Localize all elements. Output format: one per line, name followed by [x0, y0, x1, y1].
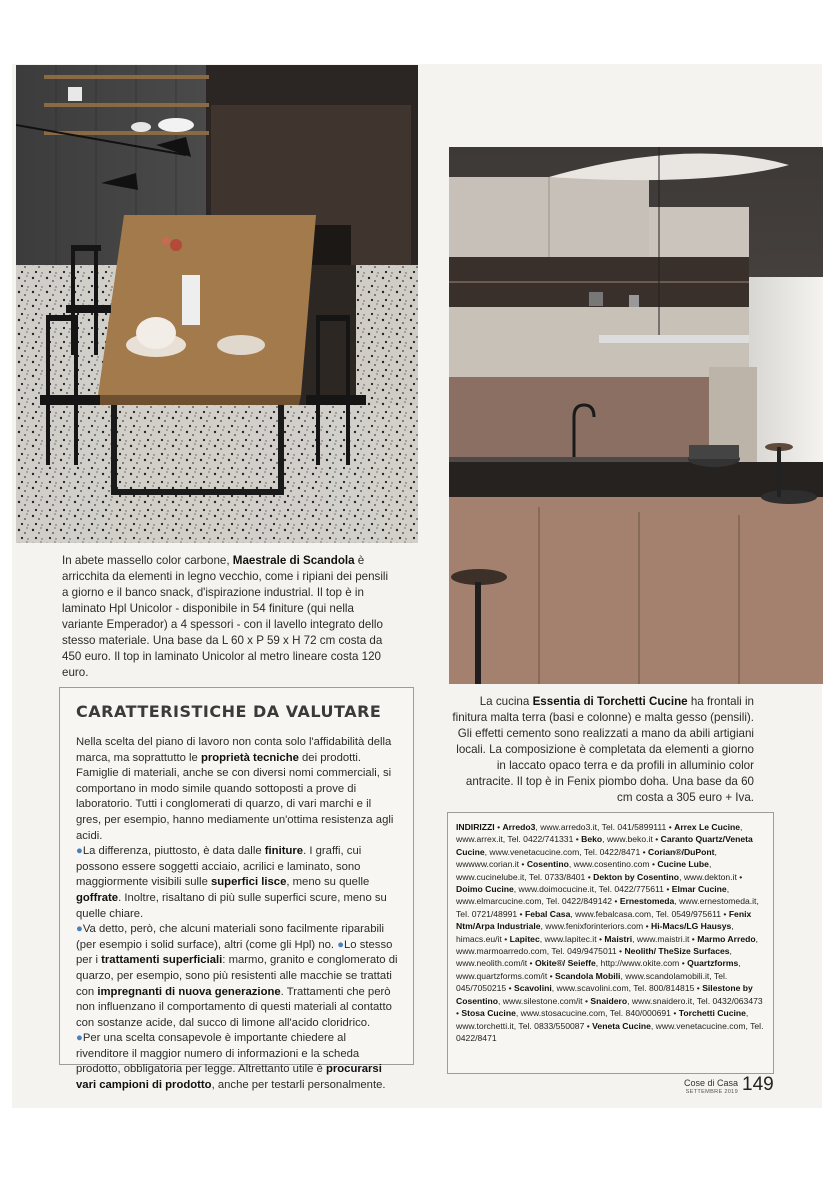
address-info: , himacs.eu/it [456, 921, 734, 944]
body-text: La differenza, piuttosto, è data dalle [82, 845, 265, 858]
address-info: , www.snaidero.it, Tel. 0432/063473 [627, 995, 763, 1006]
body-text: Va detto, però, che alcuni materiali sono facilmente riparabili (per esempio i solid surface), altri (come gli Hpl) no. [76, 923, 385, 951]
address-separator: • [649, 859, 658, 870]
address-name: Stosa Cucine [461, 1008, 516, 1019]
body-bold: superfici lisce [211, 876, 287, 889]
address-info: , www.cucinelube.it, Tel. 0733/8401 [456, 859, 712, 882]
address-name: Veneta Cucine [592, 1020, 651, 1031]
body-text: : marmo, granito e conglomerato di quarzo, per esempio, sono più resistenti alle macchie se trattati con [76, 954, 398, 998]
address-separator: • [506, 983, 514, 994]
caption-text: In abete massello color carbone, [62, 554, 233, 567]
address-info: , www.marmoarredo.com, Tel. 049/9475011 [456, 933, 758, 957]
address-info: , www.ernestomeda.it, Tel. 0721/48991 [456, 896, 759, 919]
address-name: Maistri [604, 933, 633, 944]
address-separator: • [585, 871, 594, 882]
addresses-box [447, 812, 774, 1074]
feature-box-body [76, 735, 399, 1094]
body-text: Nella scelta del piano di lavoro non conta solo l'affidabilità della marca, ma soprattutto le [76, 736, 392, 764]
address-info: , www.doimocucine.it, Tel. 0422/775611 [513, 884, 664, 895]
kitchen-photo-maestrale [16, 65, 418, 543]
address-separator: • [689, 933, 698, 944]
address-info: , www.scandolamobili.it, Tel. 045/7050215 [456, 970, 728, 994]
feature-box-title: CARATTERISTICHE DA VALUTARE [76, 702, 382, 721]
body-text: , meno su quelle [286, 876, 370, 889]
address-name: Febal Casa [524, 908, 571, 919]
address-separator: • [652, 834, 661, 845]
address-separator: • [517, 908, 525, 919]
address-name: Neolith/ TheSize Surfaces [624, 946, 730, 957]
address-info: , www.fenixforinteriors.com [540, 921, 644, 932]
address-separator: • [679, 958, 688, 969]
address-separator: • [527, 958, 535, 969]
address-name: Fenix Ntm/Arpa Industriale [456, 908, 752, 932]
address-separator: • [643, 921, 652, 932]
address-info: , www.venetacucine.com, Tel. 0422/8471 [456, 1020, 764, 1043]
address-info: , www.quartzforms.com/it [456, 958, 741, 981]
address-name: Silestone by Cosentino [456, 983, 753, 1006]
kitchen-photo-essentia [449, 147, 823, 684]
body-bold: trattamenti superficiali [101, 954, 223, 967]
caption-brand: Maestrale di Scandola [232, 554, 355, 567]
bullet-icon: ● [76, 845, 83, 858]
address-separator: • [663, 884, 672, 895]
address-info: , www.maistri.it [632, 933, 690, 944]
body-text: . I graffi, cui possono essere soggetti acciaio, acrilici e laminato, sono maggiormente visibili sulle [76, 845, 362, 889]
address-info: , www.venetacucine.com, Tel. 0422/8471 [484, 846, 641, 857]
feature-box [59, 687, 414, 1092]
address-name: Arrex Le Cucine [674, 822, 741, 832]
address-info: , www.silestone.com/it [498, 995, 583, 1006]
address-separator: • [582, 995, 591, 1006]
address-separator: • [456, 1008, 462, 1019]
address-separator: • [497, 822, 503, 832]
address-name: Lapitec [509, 933, 540, 944]
address-info: , www.elmarcucine.com, Tel. 0422/849142 [456, 884, 730, 907]
addresses-label: INDIRIZZI [456, 822, 495, 832]
address-name: Beko [581, 834, 603, 845]
address-separator: • [519, 859, 527, 870]
body-text: Lo stesso per i [76, 938, 393, 967]
body-bold: procurarsi vari campioni di prodotto [76, 1063, 382, 1092]
address-info: , http://www.okite.com [595, 958, 680, 969]
address-separator: • [573, 834, 582, 845]
address-separator: • [616, 946, 625, 957]
address-separator: • [721, 908, 729, 919]
address-info: , www.febalcasa.com, Tel. 0549/975611 [570, 908, 722, 919]
address-name: Hi-Macs/LG Hausys [651, 921, 732, 932]
addresses-list [456, 822, 763, 1043]
magazine-name: Cose di Casa [683, 1078, 738, 1088]
address-separator: • [596, 933, 605, 944]
photo-caption-maestrale [62, 553, 392, 681]
address-separator: • [612, 896, 620, 907]
bullet-icon: ● [76, 923, 83, 936]
caption-brand: Essentia di Torchetti Cucine [532, 695, 688, 708]
address-name: Scavolini [513, 983, 552, 994]
address-name: Arredo3 [502, 822, 536, 832]
address-name: Quartzforms [687, 958, 739, 969]
address-separator: • [670, 1008, 679, 1019]
body-text: . Trattamenti che però non influenzano il comportamento di questi materiali al contatto con sostanze acide, dal succo di limone all'acido cloridrico. [76, 985, 392, 1029]
address-info: , www.beko.it [602, 834, 653, 845]
address-name: Dekton by Cosentino [593, 871, 680, 882]
caption-text: è arricchita da elementi in legno vecchio, come i ripiani dei pensili a giorno e il banco snack, d'ispirazione industrial. Il top è in laminato Hpl Unicolor - disponibile in 54 finiture (qui nella variante Emperador) a 4 spessori - con il lavello integrato dello stesso materiale. Una base da L 60 x P 59 x H 72 cm costa da 450 euro. Il top in laminato Unicolor al metro lineare costa 120 euro. [62, 554, 389, 679]
caption-text: La cucina [479, 695, 533, 708]
address-info: , www.cosentino.com [568, 859, 650, 870]
address-info: , www.stosacucine.com, Tel. 840/000691 [515, 1008, 671, 1019]
address-info: , www.arrex.it, Tel. 0422/741331 [456, 822, 743, 845]
address-name: Cosentino [526, 859, 569, 870]
body-text: dei prodotti. Famiglie di materiali, anche se con diversi nomi commerciali, si comportano in modo simile quando sottoposti a prove di laboratorio. Tutti i conglomerati di quarzo, di vari marchi e il gres, per esempio, hanno mediamente un'ottima resistenza agli acidi. [76, 751, 394, 842]
address-info: , wwwww.corian.it [456, 846, 717, 870]
address-name: Elmar Cucine [671, 884, 727, 895]
address-name: Okite®/ Seieffe [534, 958, 596, 969]
address-separator: • [584, 1020, 593, 1031]
address-name: Corian®/DuPont [648, 846, 715, 857]
photo-caption-essentia [448, 694, 754, 806]
address-name: Ernestomeda [619, 896, 675, 907]
body-bold: finiture [264, 845, 304, 858]
issue-date: SETTEMBRE 2019 [685, 1089, 738, 1095]
address-name: Torchetti Cucine [678, 1008, 746, 1019]
address-separator: • [666, 822, 675, 832]
address-name: Caranto Quartz/Veneta Cucine [456, 834, 753, 857]
body-bold: impregnanti di nuova generazione [97, 985, 281, 998]
address-name: Doimo Cucine [456, 884, 514, 895]
address-info: , www.lapitec.it [539, 933, 597, 944]
bullet-icon: ● [337, 938, 345, 951]
address-info: , www.neolith.com/it [456, 946, 732, 969]
address-name: Scandola Mobili [555, 970, 621, 981]
page-folio [682, 1076, 774, 1106]
body-bold: goffrate [76, 891, 119, 904]
address-separator: • [736, 871, 743, 882]
address-separator: • [640, 846, 649, 857]
address-separator: • [694, 983, 703, 994]
address-info: , www.dekton.it [679, 871, 737, 882]
address-info: , www.scavolini.com, Tel. 800/814815 [551, 983, 695, 994]
body-text: Per una scelta consapevole è importante chiedere al rivenditore il maggior numero di informazioni e la scheda prodotto, obbligatoria per legge. Altrettanto utile è [76, 1032, 360, 1076]
bullet-icon: ● [76, 1032, 83, 1045]
page-number: 149 [742, 1074, 774, 1095]
caption-text: ha frontali in finitura malta terra (basi e colonne) e malta gesso (pensili). Gli effetti cemento sono realizzati a mano da abili artigiani locali. La composizione è completata da elementi a giorno in laccato opaco terra e da profili in alluminio color antracite. Il top è in Fenix piombo doha. Una base da 60 cm costa a 305 euro + Iva. [452, 695, 754, 804]
address-name: Snaidero [590, 995, 628, 1006]
address-separator: • [547, 970, 556, 981]
address-separator: • [501, 933, 510, 944]
address-name: Marmo Arredo [697, 933, 756, 944]
address-info: , www.arredo3.it, Tel. 041/5899111 [535, 822, 667, 832]
address-name: Cucine Lube [657, 859, 709, 870]
body-text: , anche per testarli personalmente. [211, 1079, 386, 1092]
body-bold: proprietà tecniche [200, 751, 299, 764]
address-info: , www.torchetti.it, Tel. 0833/550087 [456, 1008, 749, 1031]
body-text: . Inoltre, risaltano di più sulle superfici scure, meno su quelle chiare. [76, 891, 387, 920]
